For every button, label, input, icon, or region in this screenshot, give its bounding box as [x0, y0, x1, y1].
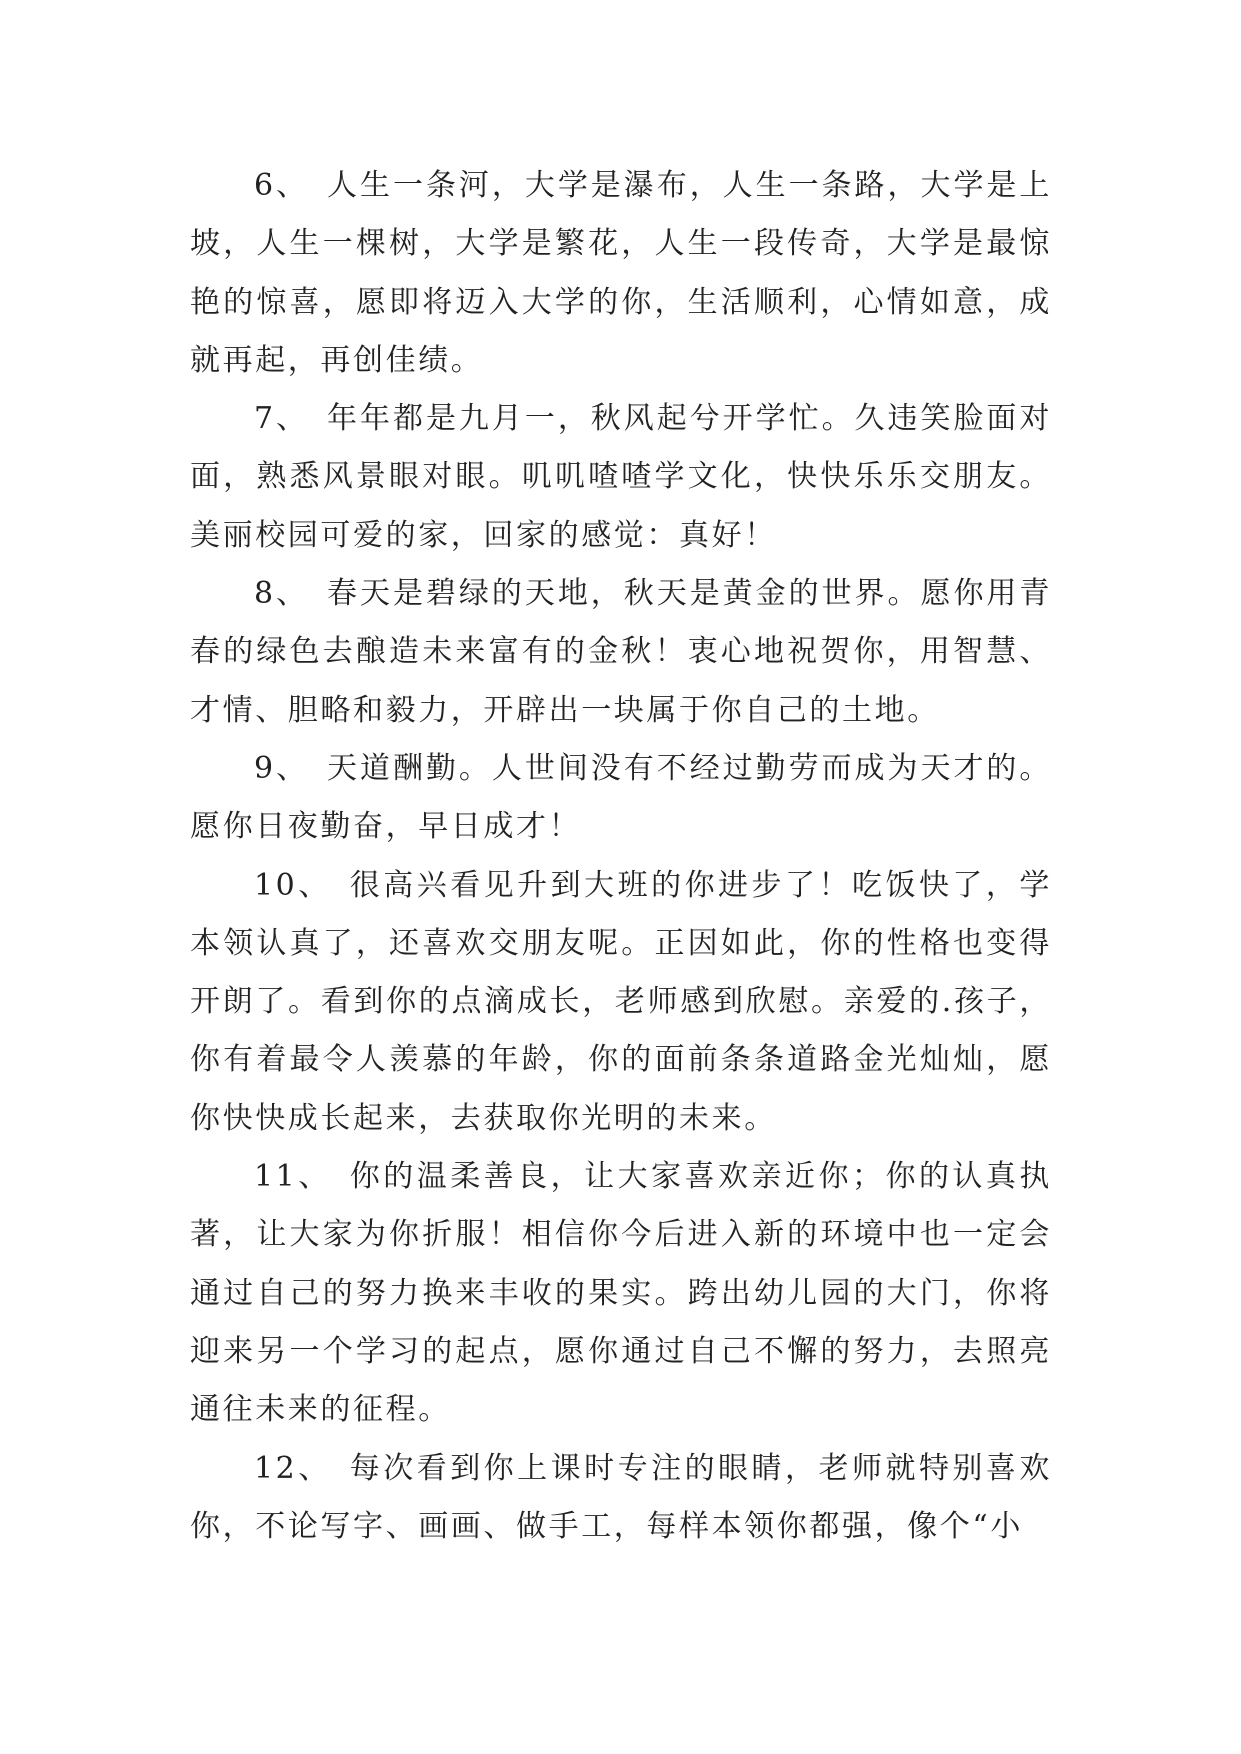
paragraph-number: 9、 [254, 750, 310, 786]
paragraph-number: 6、 [254, 168, 310, 203]
paragraph-text: 春天是碧绿的天地，秋天是黄金的世界。愿你用青春的绿色去酿造未来富有的金秋！衷心地祝贺你，用智慧、才情、胆略和毅力，开辟出一块属于你自己的土地。 [190, 576, 1052, 728]
paragraph-7 [190, 390, 1052, 565]
paragraph-text: 人生一条河，大学是瀑布，人生一条路，大学是上坡，人生一棵树，大学是繁花，人生一段传奇，大学是最惊艳的惊喜，愿即将迈入大学的你，生活顺利，心情如意，成就再起，再创佳绩。 [190, 168, 1052, 378]
document-page [190, 157, 1052, 1556]
paragraph-text: 每次看到你上课时专注的眼睛，老师就特别喜欢你，不论写字、画画、做手工，每样本领你都强，像个“小 [190, 1450, 1052, 1544]
paragraph-text: 年年都是九月一，秋风起兮开学忙。久违笑脸面对面，熟悉风景眼对眼。叽叽喳喳学文化，快快乐乐交朋友。美丽校园可爱的家，回家的感觉：真好！ [190, 401, 1052, 553]
paragraph-text: 你的温柔善良，让大家喜欢亲近你；你的认真执著，让大家为你折服！相信你今后进入新的环境中也一定会通过自己的努力换来丰收的果实。跨出幼儿园的大门，你将迎来另一个学习的起点，愿你通过自己不懈的努力，去照亮通往未来的征程。 [190, 1159, 1052, 1428]
paragraph-12 [190, 1440, 1052, 1557]
paragraph-number: 11、 [254, 1159, 332, 1195]
paragraph-8 [190, 565, 1052, 740]
paragraph-number: 7、 [254, 401, 310, 437]
paragraph-11 [190, 1148, 1052, 1439]
paragraph-6 [190, 157, 1052, 390]
paragraph-number: 8、 [254, 576, 310, 612]
paragraph-9 [190, 740, 1052, 857]
paragraph-number: 10、 [254, 867, 332, 903]
paragraph-10 [190, 857, 1052, 1148]
paragraph-text: 很高兴看见升到大班的你进步了！吃饭快了，学本领认真了，还喜欢交朋友呢。正因如此，你的性格也变得开朗了。看到你的点滴成长，老师感到欣慰。亲爱的.孩子，你有着最令人羡慕的年龄，你的面前条条道路金光灿灿，愿你快快成长起来，去获取你光明的未来。 [190, 867, 1052, 1136]
paragraph-number: 12、 [254, 1450, 332, 1486]
paragraph-text: 天道酬勤。人世间没有不经过勤劳而成为天才的。愿你日夜勤奋，早日成才！ [190, 750, 1052, 845]
